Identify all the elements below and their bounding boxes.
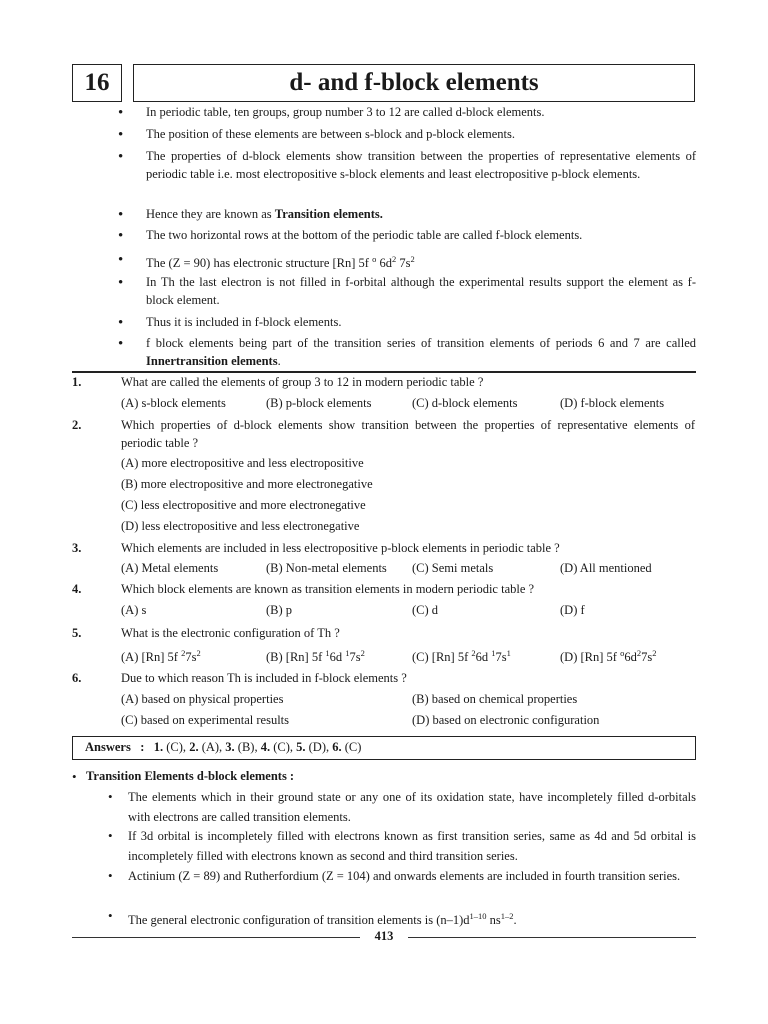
- option-c: (C) d: [412, 603, 439, 617]
- option-c: (C) [Rn] 5f $^2$6d $^17s^1$: [412, 648, 511, 665]
- option-d: (D) All mentioned: [560, 561, 652, 575]
- question-text: What are called the elements of group 3 to 12 in modern periodic table ?: [121, 375, 484, 389]
- footer-rule-right: [408, 937, 696, 938]
- intro-bullet-7: In Th the last electron is not filled in f-orbital although the experimental results support the element as f-block element.: [146, 275, 696, 307]
- question-text: Which block elements are known as transition elements in modern periodic table ?: [121, 582, 535, 596]
- option-a: (A) based on physical properties: [121, 692, 284, 706]
- option-a: (A) s: [121, 603, 147, 617]
- section-bullet-3: Actinium (Z = 89) and Rutherfordium (Z = 104) and onwards elements are included in fourth transition series.: [128, 869, 681, 883]
- bullet-icon: •: [118, 315, 124, 331]
- intro-bullet-6: The (Z = 90) has electronic structure [Rn] 5f $^o$ $6d^2$ $7s^2$: [146, 254, 415, 271]
- bullet-icon: •: [108, 868, 113, 883]
- option-c: (C) based on experimental results: [121, 713, 290, 727]
- section-bullet-4: The general electronic configuration of transition elements is $(n-1)d^{1-10}$ $ns^{1-2}$.: [128, 911, 517, 928]
- bullet-icon: •: [118, 252, 124, 268]
- option-a: (A) more electropositive and less electropositive: [121, 456, 364, 470]
- intro-bullet-8: Thus it is included in f-block elements.: [146, 315, 342, 329]
- bullet-icon: •: [118, 336, 124, 352]
- question-text: Due to which reason Th is included in f-block elements ?: [121, 671, 407, 685]
- question-text: Which elements are included in less electropositive p-block elements in periodic table ?: [121, 541, 560, 555]
- question-text: Which properties of d-block elements show transition between the properties of representative elements of periodic table ?: [121, 418, 695, 450]
- bullet-icon: •: [118, 149, 124, 165]
- option-c: (C) less electropositive and more electronegative: [121, 498, 366, 512]
- intro-bullet-3: The properties of d-block elements show transition between the properties of representative elements of periodic table i.e. most electropositive s-block elements and least electropositive p-block elements.: [146, 149, 696, 181]
- question-number: 4.: [72, 582, 82, 596]
- option-c: (C) Semi metals: [412, 561, 494, 575]
- option-c: (C) d-block elements: [412, 396, 518, 410]
- section-bullet-2: If 3d orbital is incompletely filled with electrons known as first transition series, same as 4d and 5d orbital is incompletely filled with electrons known as second and third transition series.: [128, 829, 696, 863]
- bullet-icon: •: [108, 789, 113, 804]
- section-bullet-1: The elements which in their ground state or any one of its oxidation state, have incompletely filled d-orbitals with electrons are called transition elements.: [128, 790, 696, 824]
- intro-bullet-2: The position of these elements are between s-block and p-block elements.: [146, 127, 515, 141]
- option-d: (D) f: [560, 603, 585, 617]
- intro-bullet-4: Hence they are known as Transition elements.: [146, 207, 383, 221]
- option-d: (D) less electropositive and less electronegative: [121, 519, 360, 533]
- intro-bullet-5: The two horizontal rows at the bottom of the periodic table are called f-block elements.: [146, 228, 583, 242]
- chapter-number: 16: [72, 64, 122, 102]
- bullet-icon: •: [118, 228, 124, 244]
- intro-bullet-9: f block elements being part of the transition series of transition elements of periods 6 and 7 are called Innertransition elements.: [146, 336, 696, 368]
- question-number: 1.: [72, 375, 82, 389]
- option-d: (D) [Rn] 5f $^o6d^27s^2$: [560, 648, 657, 665]
- option-b: (B) more electropositive and more electronegative: [121, 477, 373, 491]
- bullet-icon: •: [118, 127, 124, 143]
- section-divider: [72, 371, 696, 373]
- question-text: What is the electronic configuration of Th ?: [121, 626, 340, 640]
- bullet-icon: •: [108, 908, 113, 923]
- answers-label: Answers: [85, 740, 131, 754]
- option-a: (A) [Rn] 5f $^27s^2$: [121, 648, 201, 665]
- chapter-title: d- and f-block elements: [133, 64, 695, 102]
- footer-rule-left: [72, 937, 360, 938]
- answers-box: [72, 736, 696, 760]
- option-b: (B) based on chemical properties: [412, 692, 578, 706]
- answers-line: Answers : 1. (C), 2. (A), 3. (B), 4. (C), 5. (D), 6. (C): [85, 740, 362, 754]
- option-d: (D) f-block elements: [560, 396, 665, 410]
- option-d: (D) based on electronic configuration: [412, 713, 600, 727]
- option-b: (B) Non-metal elements: [266, 561, 387, 575]
- question-number: 3.: [72, 541, 82, 555]
- bullet-icon: •: [118, 275, 124, 291]
- intro-bullet-1: In periodic table, ten groups, group number 3 to 12 are called d-block elements.: [146, 105, 545, 119]
- question-number: 5.: [72, 626, 82, 640]
- question-number: 6.: [72, 671, 82, 685]
- bullet-icon: •: [118, 105, 124, 121]
- option-a: (A) s-block elements: [121, 396, 226, 410]
- question-number: 2.: [72, 418, 82, 432]
- option-b: (B) [Rn] 5f $^1$6d $^17s^2$: [266, 648, 365, 665]
- option-a: (A) Metal elements: [121, 561, 219, 575]
- option-b: (B) p: [266, 603, 293, 617]
- option-b: (B) p-block elements: [266, 396, 372, 410]
- bullet-icon: •: [108, 828, 113, 843]
- section-heading: Transition Elements d-block elements :: [86, 769, 295, 783]
- bullet-icon: •: [118, 207, 124, 223]
- bullet-icon: •: [72, 769, 77, 784]
- page-number: 413: [374, 929, 394, 943]
